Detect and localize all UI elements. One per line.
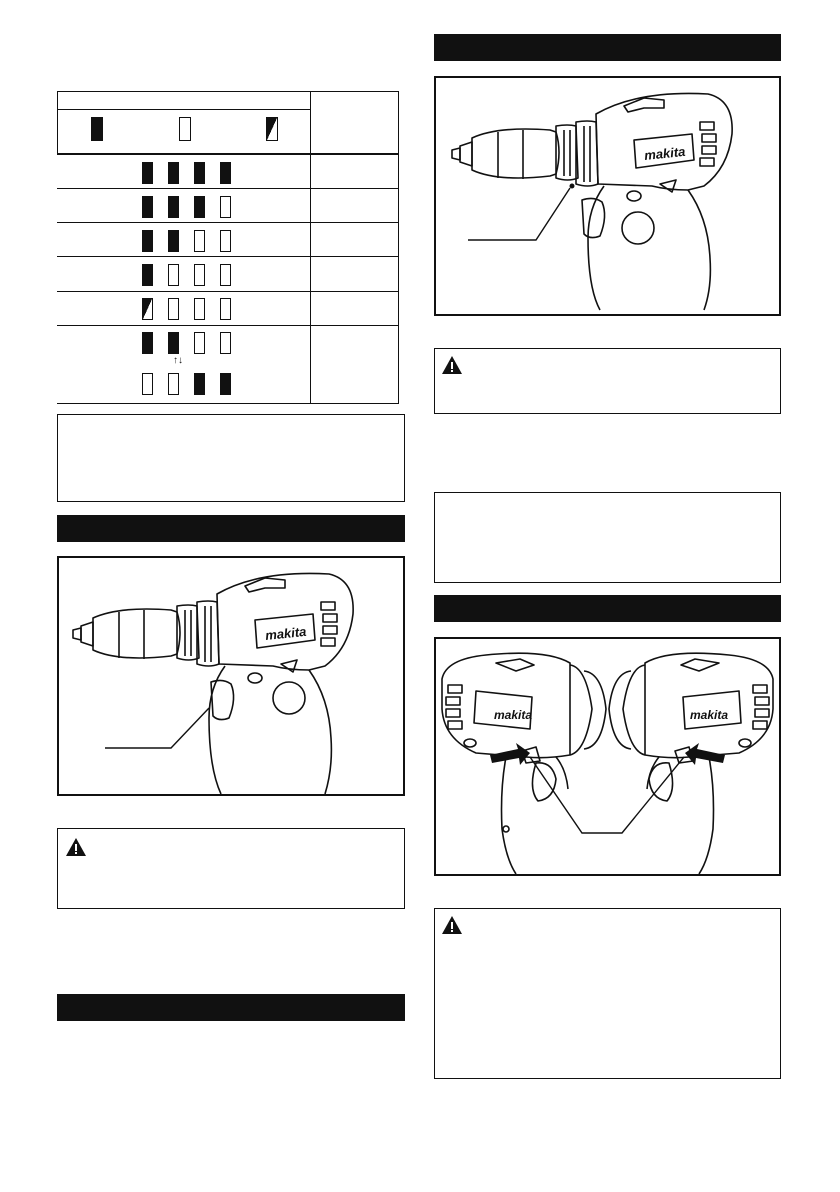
- brand-logo: makita: [494, 708, 533, 722]
- lamp-2: [168, 298, 179, 320]
- alternating-arrows: ↑↓: [173, 355, 183, 366]
- lamp-4: [220, 332, 231, 354]
- lamp-4: [220, 162, 231, 184]
- drill-illustration: [436, 78, 779, 314]
- lamp-1: [142, 298, 153, 320]
- lamp-3: [194, 264, 205, 286]
- warning-triangle-icon: [65, 837, 87, 857]
- figure-lamp: [434, 76, 781, 316]
- section-heading-bar: [57, 994, 405, 1021]
- lamp-2: [168, 332, 179, 354]
- note-box: [434, 492, 781, 583]
- push-arrow-left-icon: [490, 743, 530, 765]
- lamp-2: [168, 373, 179, 395]
- figure-trigger: [57, 556, 405, 796]
- lamp-4: [220, 298, 231, 320]
- table-right-rule: [398, 91, 399, 403]
- warning-box-3: [434, 908, 781, 1079]
- lamp-3: [194, 196, 205, 218]
- brand-logo: makita: [264, 623, 308, 644]
- lamp-1: [142, 332, 153, 354]
- table-mid-rule: [310, 91, 311, 403]
- warning-triangle-icon: [441, 355, 463, 375]
- lamp-2: [168, 162, 179, 184]
- table-header-rule: [57, 153, 399, 155]
- drill-illustration: [59, 558, 403, 794]
- table-sub-rule: [57, 109, 310, 110]
- lamp-4: [220, 264, 231, 286]
- lamp-1: [142, 196, 153, 218]
- lamp-off-icon: [179, 117, 191, 141]
- table-top-rule: [57, 91, 399, 92]
- lamp-2: [168, 264, 179, 286]
- lamp-3: [194, 373, 205, 395]
- lamp-2: [168, 196, 179, 218]
- table-left-rule: [57, 91, 58, 153]
- note-box: [57, 414, 405, 502]
- lamp-1: [142, 230, 153, 252]
- figure-reversing-switch: [434, 637, 781, 876]
- warning-box-2: [434, 348, 781, 414]
- lamp-3: [194, 298, 205, 320]
- warning-triangle-icon: [441, 915, 463, 935]
- brand-logo: makita: [690, 708, 729, 722]
- drill-pair-illustration: [436, 639, 779, 874]
- lamp-4: [220, 230, 231, 252]
- lamp-3: [194, 162, 205, 184]
- warning-box-1: [57, 828, 405, 909]
- lamp-1: [142, 264, 153, 286]
- section-heading-bar: [434, 595, 781, 622]
- lamp-4: [220, 373, 231, 395]
- lamp-3: [194, 230, 205, 252]
- lamp-4: [220, 196, 231, 218]
- lamp-blinking-icon: [266, 117, 278, 141]
- section-heading-bar: [57, 515, 405, 542]
- lamp-1: [142, 373, 153, 395]
- lamp-lit-icon: [91, 117, 103, 141]
- section-heading-bar: [434, 34, 781, 61]
- lamp-3: [194, 332, 205, 354]
- lamp-2: [168, 230, 179, 252]
- brand-logo: makita: [643, 143, 687, 164]
- lamp-1: [142, 162, 153, 184]
